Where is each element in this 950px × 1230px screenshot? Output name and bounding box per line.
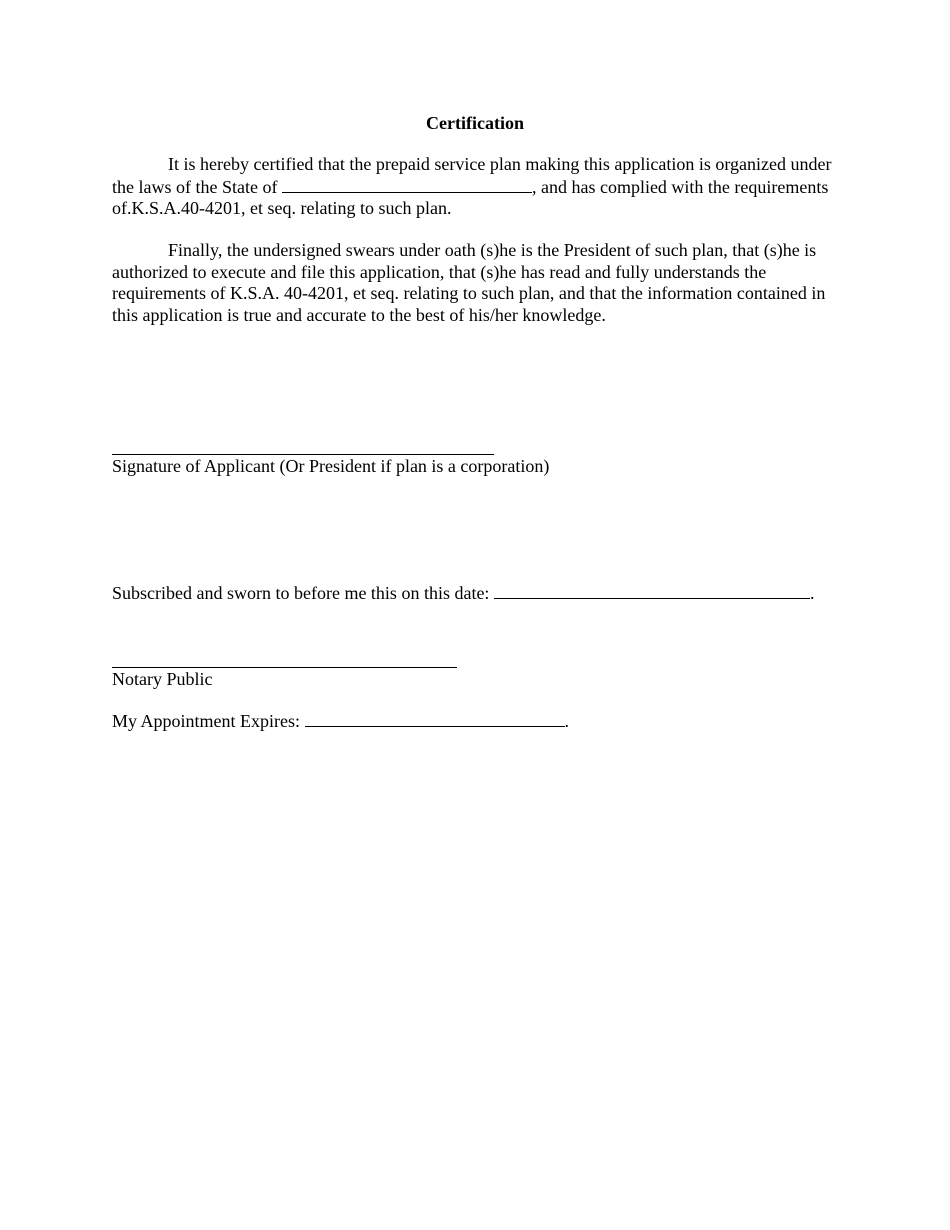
appointment-expires-label: My Appointment Expires: bbox=[112, 711, 305, 731]
oath-paragraph-text: Finally, the undersigned swears under oath (s)he is the President of such plan, that (s)he is authorized to execute and file this application, that (s)he has read and fully understands the requirements of K.S.A. 40-4201, et seq. relating to such plan, and that the information contained in this application is true and accurate to the best of his/her knowledge. bbox=[112, 240, 826, 325]
page-title: Certification bbox=[426, 113, 524, 133]
appointment-expires-period: . bbox=[564, 711, 569, 731]
oath-paragraph bbox=[112, 240, 832, 326]
paragraph-text-after-state: , and has complied with the requirements of.K.S.A.40-4201, et seq. relating to such plan. bbox=[112, 176, 829, 218]
sworn-date-label: Subscribed and sworn to before me this on this date: bbox=[112, 583, 494, 603]
sworn-date-blank-field[interactable] bbox=[494, 582, 810, 599]
appointment-expires-row bbox=[112, 710, 569, 732]
notary-public-label: Notary Public bbox=[112, 669, 213, 689]
applicant-signature-label: Signature of Applicant (Or President if plan is a corporation) bbox=[112, 456, 550, 476]
sworn-date-row bbox=[112, 582, 814, 604]
sworn-date-period: . bbox=[809, 583, 815, 603]
certification-paragraph bbox=[112, 154, 832, 220]
state-blank-field[interactable] bbox=[282, 176, 532, 193]
paragraph-text-before-state: It is hereby certified that the prepaid service plan making this application is organized under the laws of the State of bbox=[112, 154, 832, 197]
appointment-expires-blank-field[interactable] bbox=[305, 710, 565, 727]
